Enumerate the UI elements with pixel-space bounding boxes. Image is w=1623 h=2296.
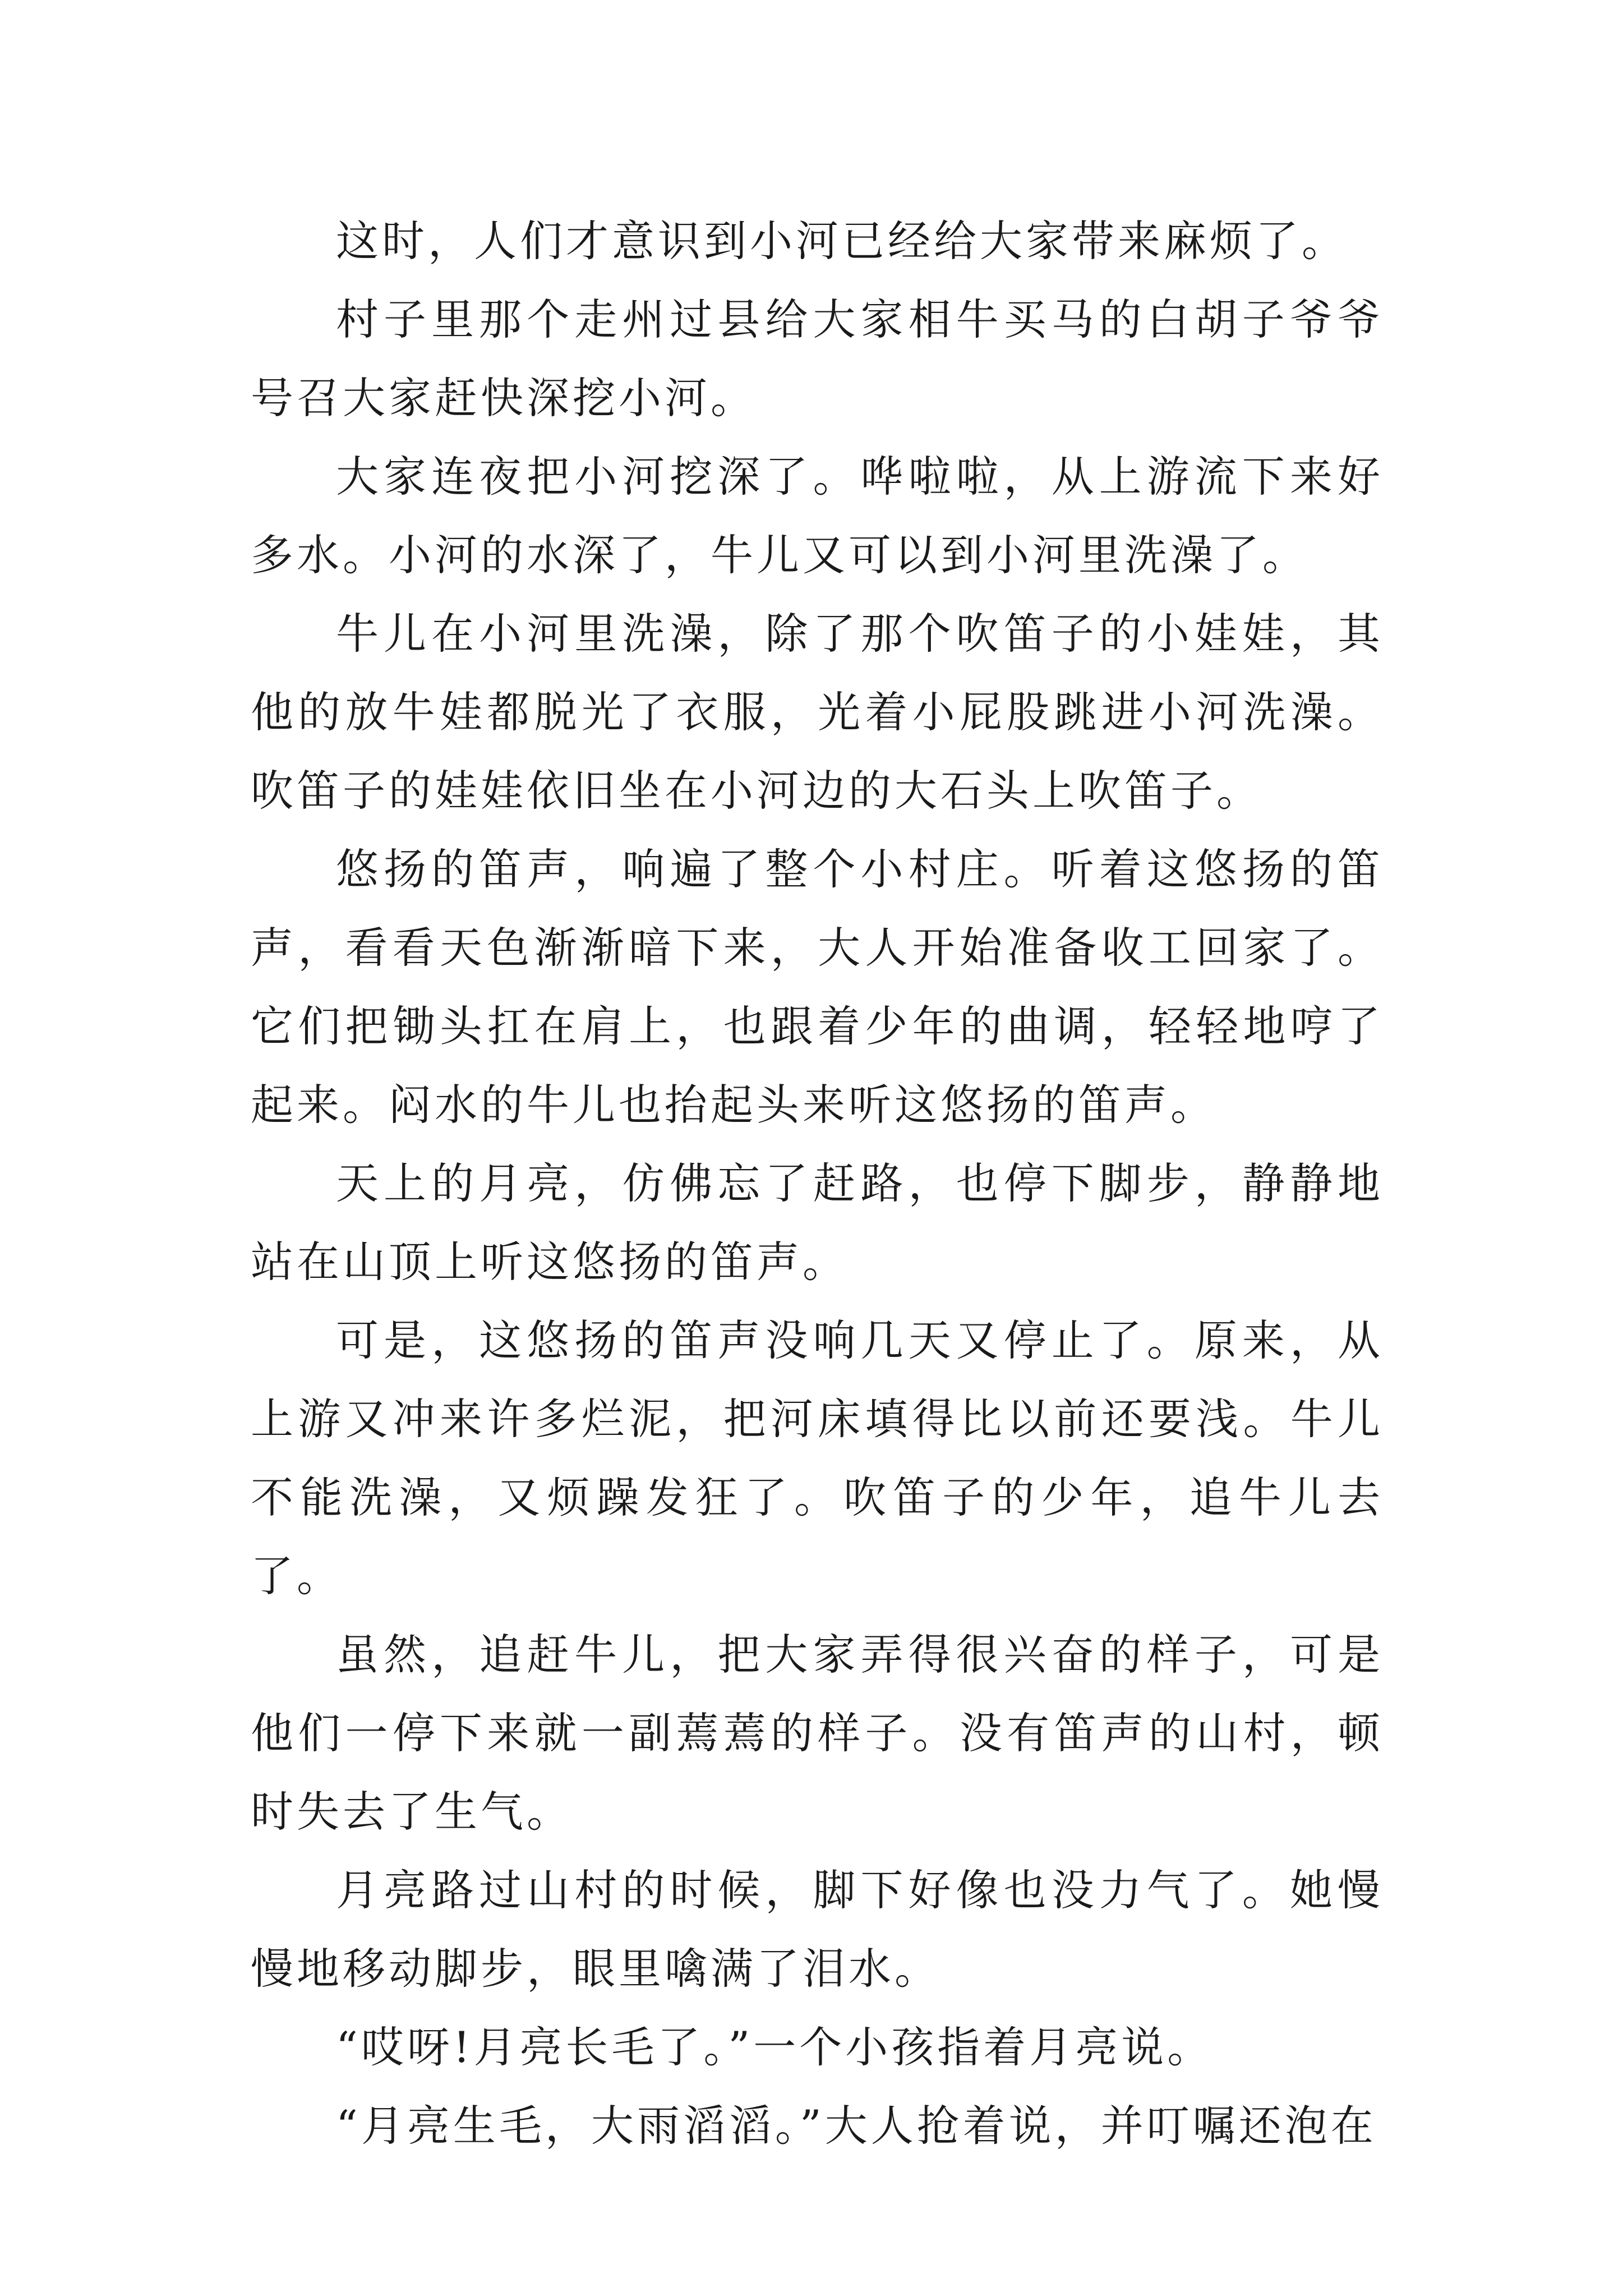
paragraph-2: 村子里那个走州过县给大家相牛买马的白胡子爷爷号召大家赶快深挖小河。: [251, 295, 1384, 423]
body-text: [251, 202, 1384, 2165]
paragraph-1: 这时，人们才意识到小河已经给大家带来麻烦了。: [336, 216, 1348, 266]
paragraph-4: 牛儿在小河里洗澡，除了那个吹笛子的小娃娃，其他的放牛娃都脱光了衣服，光着小屁股跳进小河洗澡。吹笛子的娃娃依旧坐在小河边的大石头上吹笛子。: [251, 609, 1384, 816]
paragraph-5: 悠扬的笛声，响遍了整个小村庄。听着这悠扬的笛声，看看天色渐渐暗下来，大人开始准备收工回家了。它们把锄头扛在肩上，也跟着少年的曲调，轻轻地哼了起来。闷水的牛儿也抬起头来听这悠扬的笛声。: [251, 844, 1384, 1130]
paragraph-9: 月亮路过山村的时候，脚下好像也没力气了。她慢慢地移动脚步，眼里噙满了泪水。: [251, 1865, 1384, 1994]
paragraph-11: “月亮生毛，大雨滔滔。”大人抢着说，并叮嘱还泡在: [336, 2101, 1377, 2151]
paragraph-3: 大家连夜把小河挖深了。哗啦啦，从上游流下来好多水。小河的水深了，牛儿又可以到小河里洗澡了。: [251, 452, 1384, 580]
paragraph-6: 天上的月亮，仿佛忘了赶路，也停下脚步，静静地站在山顶上听这悠扬的笛声。: [251, 1158, 1384, 1287]
paragraph-8: 虽然，追赶牛儿，把大家弄得很兴奋的样子，可是他们一停下来就一副蔫蔫的样子。没有笛声的山村，顿时失去了生气。: [251, 1630, 1384, 1837]
paragraph-7: 可是，这悠扬的笛声没响几天又停止了。原来，从上游又冲来许多烂泥，把河床填得比以前还要浅。牛儿不能洗澡，又烦躁发狂了。吹笛子的少年，追牛儿去了。: [251, 1315, 1384, 1601]
paragraph-10: “哎呀!月亮长毛了。”一个小孩指着月亮说。: [336, 2022, 1214, 2072]
